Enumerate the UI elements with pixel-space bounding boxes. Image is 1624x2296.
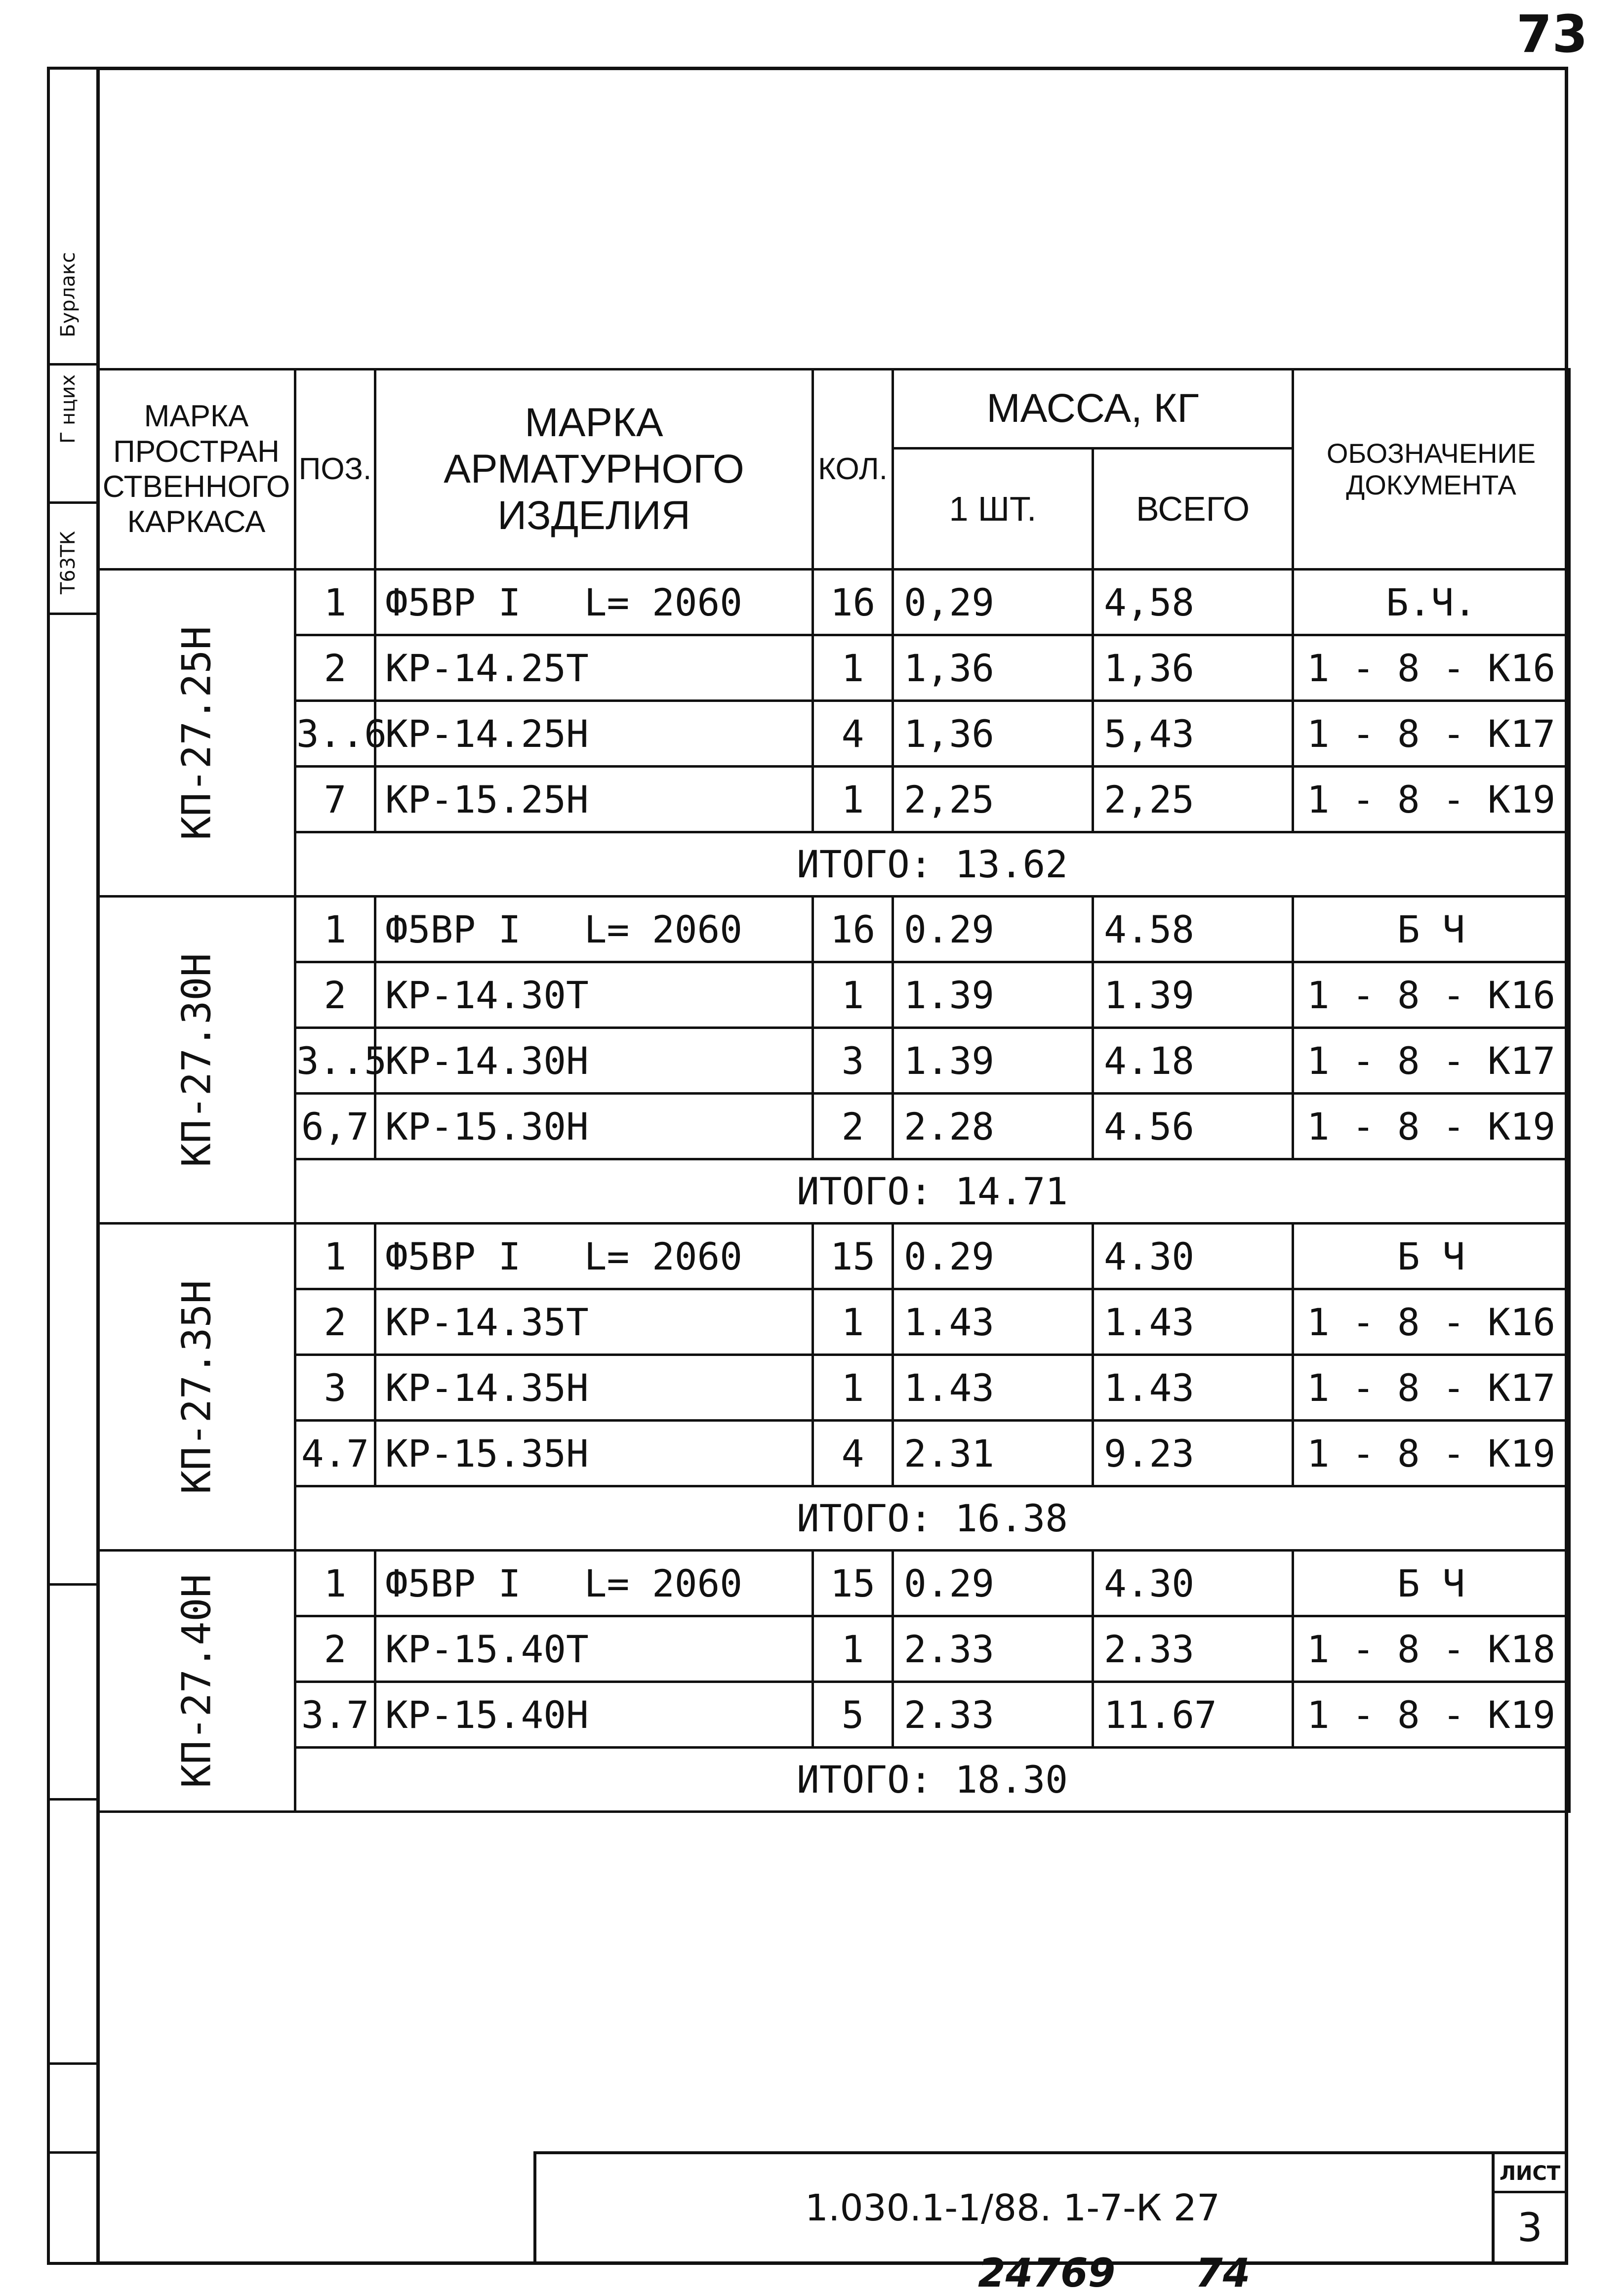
mark-text: КР-15.40Н	[385, 1692, 589, 1737]
doc-cell: 1 - 8 - К19	[1293, 1094, 1570, 1159]
frame-mark-cell	[98, 1551, 295, 1812]
table-row	[98, 570, 1570, 635]
header-mass-total: ВСЕГО	[1093, 449, 1293, 570]
inventory-number: 24769	[978, 2250, 1116, 2296]
mass-one-cell: 0.29	[893, 1551, 1093, 1616]
qty-cell: 15	[813, 1224, 893, 1289]
strip-divider	[47, 1583, 96, 1586]
doc-cell: 1 - 8 - К17	[1293, 701, 1570, 767]
page-number: 73	[1516, 4, 1588, 64]
table-row	[98, 962, 1570, 1028]
table-row	[98, 767, 1570, 832]
pos-cell: 1	[295, 570, 375, 635]
pos-cell: 6,7	[295, 1094, 375, 1159]
stamp-label: Г нцих	[57, 374, 80, 444]
mass-total-cell: 1.43	[1093, 1289, 1293, 1355]
header-mass-one: 1 ШТ.	[893, 449, 1093, 570]
mark-text: КР-14.30Т	[385, 973, 589, 1017]
doc-cell: 1 - 8 - К17	[1293, 1355, 1570, 1421]
frame-mark-cell	[98, 1224, 295, 1551]
mass-total-cell: 4.56	[1093, 1094, 1293, 1159]
pos-cell: 1	[295, 1551, 375, 1616]
frame-mark-cell	[98, 897, 295, 1224]
group-total: ИТОГО: 16.38	[295, 1486, 1570, 1551]
doc-cell: 1 - 8 - К18	[1293, 1616, 1570, 1682]
mark-text: КР-14.30Н	[385, 1038, 589, 1083]
mark-text: КР-15.35Н	[385, 1431, 589, 1476]
mark-text: Ф5ВР I	[385, 1234, 521, 1278]
mark-cell	[375, 1616, 813, 1682]
qty-cell: 1	[813, 962, 893, 1028]
length-text: L= 2060	[584, 907, 742, 951]
length-text: L= 2060	[584, 1561, 742, 1605]
mark-cell	[375, 962, 813, 1028]
table-row	[98, 1355, 1570, 1421]
qty-cell: 1	[813, 767, 893, 832]
pos-cell: 2	[295, 1616, 375, 1682]
pos-cell: 3.7	[295, 1682, 375, 1748]
table-row	[98, 1551, 1570, 1616]
table-row	[98, 1224, 1570, 1289]
mark-text: КР-14.25Т	[385, 646, 589, 690]
mass-one-cell: 0,29	[893, 570, 1093, 635]
mass-one-cell: 2.33	[893, 1616, 1093, 1682]
qty-cell: 2	[813, 1094, 893, 1159]
mass-total-cell: 9.23	[1093, 1421, 1293, 1486]
strip-divider	[47, 2151, 96, 2154]
table-row	[98, 897, 1570, 962]
frame-mark-cell	[98, 570, 295, 897]
mark-text: Ф5ВР I	[385, 907, 521, 951]
doc-cell: Б.Ч.	[1293, 570, 1570, 635]
pos-cell: 3..5	[295, 1028, 375, 1094]
mass-total-cell: 5,43	[1093, 701, 1293, 767]
table-row	[98, 1028, 1570, 1094]
mass-total-cell: 4.30	[1093, 1224, 1293, 1289]
strip-divider	[47, 613, 96, 615]
mass-one-cell: 2.28	[893, 1094, 1093, 1159]
mark-cell	[375, 1682, 813, 1748]
mark-cell	[375, 1355, 813, 1421]
qty-cell: 4	[813, 1421, 893, 1486]
archive-number: 74	[1195, 2250, 1251, 2296]
mass-one-cell: 1,36	[893, 635, 1093, 701]
mass-total-cell: 4.30	[1093, 1551, 1293, 1616]
mass-total-cell: 2.33	[1093, 1616, 1293, 1682]
header-qty: КОЛ.	[813, 369, 893, 570]
table-row	[98, 1094, 1570, 1159]
mass-one-cell: 2,25	[893, 767, 1093, 832]
group-total: ИТОГО: 13.62	[295, 832, 1570, 897]
mass-total-cell: 4,58	[1093, 570, 1293, 635]
doc-cell: 1 - 8 - К16	[1293, 635, 1570, 701]
qty-cell: 1	[813, 1289, 893, 1355]
pos-cell: 1	[295, 897, 375, 962]
mass-one-cell: 1.43	[893, 1355, 1093, 1421]
total-row	[98, 832, 1570, 897]
mark-text: КР-14.35Н	[385, 1365, 589, 1410]
strip-divider	[47, 1798, 96, 1801]
pos-cell: 4.7	[295, 1421, 375, 1486]
mark-text: КР-15.30Н	[385, 1104, 589, 1148]
pos-cell: 3..6	[295, 701, 375, 767]
qty-cell: 1	[813, 1355, 893, 1421]
total-row	[98, 1486, 1570, 1551]
doc-cell: 1 - 8 - К17	[1293, 1028, 1570, 1094]
mark-cell	[375, 1289, 813, 1355]
header-frame-mark: МАРКА ПРОСТРАН СТВЕННОГО КАРКАСА	[98, 369, 295, 570]
mark-cell	[375, 1421, 813, 1486]
mass-total-cell: 4.58	[1093, 897, 1293, 962]
mark-cell	[375, 1551, 813, 1616]
doc-cell: Б Ч	[1293, 897, 1570, 962]
pos-cell: 2	[295, 1289, 375, 1355]
doc-cell: Б Ч	[1293, 1551, 1570, 1616]
mark-cell	[375, 1028, 813, 1094]
length-text: L= 2060	[584, 580, 742, 624]
mass-one-cell: 0.29	[893, 897, 1093, 962]
length-text: L= 2060	[584, 1234, 742, 1278]
strip-divider	[47, 501, 96, 504]
table-row	[98, 1616, 1570, 1682]
mass-total-cell: 1,36	[1093, 635, 1293, 701]
specification-table	[96, 368, 1571, 1813]
qty-cell: 3	[813, 1028, 893, 1094]
doc-cell: 1 - 8 - К16	[1293, 962, 1570, 1028]
table-row	[98, 1682, 1570, 1748]
mark-text: КР-14.35Т	[385, 1300, 589, 1344]
group-total: ИТОГО: 14.71	[295, 1159, 1570, 1224]
doc-cell: 1 - 8 - К16	[1293, 1289, 1570, 1355]
mark-cell	[375, 635, 813, 701]
doc-cell: Б Ч	[1293, 1224, 1570, 1289]
mark-cell	[375, 570, 813, 635]
mark-text: Ф5ВР I	[385, 1561, 521, 1605]
sheet-number: 3	[1517, 2205, 1543, 2251]
mass-total-cell: 2,25	[1093, 767, 1293, 832]
mass-one-cell: 2.33	[893, 1682, 1093, 1748]
sheet-label: ЛИСТ	[1492, 2154, 1568, 2193]
doc-cell: 1 - 8 - К19	[1293, 1421, 1570, 1486]
group-total: ИТОГО: 18.30	[295, 1748, 1570, 1812]
header-item-mark: МАРКА АРМАТУРНОГО ИЗДЕЛИЯ	[375, 369, 813, 570]
qty-cell: 1	[813, 635, 893, 701]
frame-mark: КП-27.30Н	[173, 952, 219, 1167]
header-mass: МАССА, КГ	[893, 369, 1293, 449]
mark-cell	[375, 1224, 813, 1289]
pos-cell: 3	[295, 1355, 375, 1421]
mark-text: КР-15.25Н	[385, 777, 589, 821]
doc-cell: 1 - 8 - К19	[1293, 1682, 1570, 1748]
mass-total-cell: 4.18	[1093, 1028, 1293, 1094]
mark-cell	[375, 1094, 813, 1159]
qty-cell: 5	[813, 1682, 893, 1748]
mark-cell	[375, 701, 813, 767]
mass-one-cell: 0.29	[893, 1224, 1093, 1289]
mark-text: КР-14.25Н	[385, 711, 589, 756]
qty-cell: 1	[813, 1616, 893, 1682]
document-code: 1.030.1-1/88. 1-7-К 27	[805, 2187, 1220, 2229]
mass-total-cell: 1.39	[1093, 962, 1293, 1028]
pos-cell: 2	[295, 962, 375, 1028]
pos-cell: 1	[295, 1224, 375, 1289]
table-row	[98, 1289, 1570, 1355]
doc-cell: 1 - 8 - К19	[1293, 767, 1570, 832]
table-row	[98, 1421, 1570, 1486]
table-row	[98, 635, 1570, 701]
mass-one-cell: 1.39	[893, 962, 1093, 1028]
table-row	[98, 701, 1570, 767]
mass-one-cell: 1,36	[893, 701, 1093, 767]
frame-mark: КП-27.40Н	[173, 1574, 219, 1788]
mass-one-cell: 1.39	[893, 1028, 1093, 1094]
qty-cell: 16	[813, 897, 893, 962]
header-doc: ОБОЗНАЧЕНИЕ ДОКУМЕНТА	[1293, 369, 1570, 570]
total-row	[98, 1159, 1570, 1224]
qty-cell: 15	[813, 1551, 893, 1616]
mass-total-cell: 11.67	[1093, 1682, 1293, 1748]
pos-cell: 7	[295, 767, 375, 832]
qty-cell: 4	[813, 701, 893, 767]
stamp-label: Т63ТК	[57, 531, 80, 594]
total-row	[98, 1748, 1570, 1812]
stamp-label: Бурлакс	[57, 252, 80, 337]
qty-cell: 16	[813, 570, 893, 635]
strip-divider	[47, 2062, 96, 2065]
mark-text: КР-15.40Т	[385, 1627, 589, 1671]
mass-one-cell: 2.31	[893, 1421, 1093, 1486]
pos-cell: 2	[295, 635, 375, 701]
mass-one-cell: 1.43	[893, 1289, 1093, 1355]
mark-cell	[375, 767, 813, 832]
mark-text: Ф5ВР I	[385, 580, 521, 624]
frame-mark: КП-27.25Н	[173, 625, 219, 840]
mark-cell	[375, 897, 813, 962]
mass-total-cell: 1.43	[1093, 1355, 1293, 1421]
frame-mark: КП-27.35Н	[173, 1279, 219, 1494]
header-pos: ПОЗ.	[295, 369, 375, 570]
